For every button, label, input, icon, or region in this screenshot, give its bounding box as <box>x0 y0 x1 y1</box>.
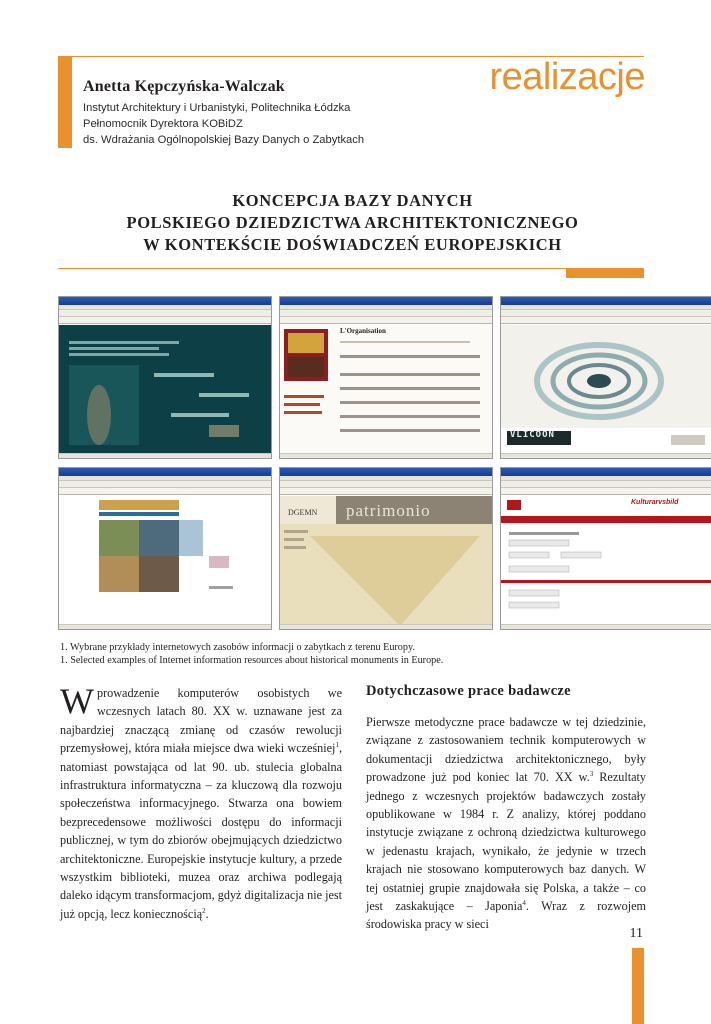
screenshot-text: DGEMN <box>288 508 318 517</box>
screenshot-image <box>59 325 271 453</box>
website-screenshot <box>500 296 711 459</box>
article-title <box>60 190 645 256</box>
screenshot-text: L'Organisation <box>340 327 386 335</box>
caption-polish: 1. Wybrane przykłady internetowych zasobów informacji o zabytkach z terenu Europy. <box>60 642 415 653</box>
website-screenshot <box>500 467 711 630</box>
section-heading: Dotychczasowe prace badawcze <box>366 683 571 699</box>
screenshot-image <box>280 325 492 453</box>
body-text: . <box>205 906 209 921</box>
body-column-left <box>60 681 342 923</box>
screenshot-image <box>59 496 271 624</box>
title-line: W KONTEKŚCIE DOŚWIADCZEŃ EUROPEJSKICH <box>143 235 562 254</box>
body-text: , natomiast powstająca od lat 90. ub. stulecia globalna infrastruktura informatyczna – za kluczową dla rozwoju społeczeństwa informacyjnego. Stwarza ona bowiem bezprecedensowe możliwości dostępu do informacji publicznej, w tym do zbiorów obejmujących dziedzictwo architektoniczne. Europejskie instytucje kultury, a przede wszystkim biblioteki, muzea oraz archiwa podlegają daleko idącym transformacjom, gdyż digitalizacja nie jest już opcją, lecz koniecznością <box>60 741 342 921</box>
body-text: prowadzenie komputerów osobistych we wczesnych latach 80. XX w. uznawane jest za najbardziej znaczącą zmianę od czasów rewolucji przemysłowej, która miała miejsce dwa wieki wcześniej <box>60 686 342 756</box>
title-rule <box>58 268 644 269</box>
body-text: . Wraz z rozwojem środowiska pracy w sieci <box>366 899 646 932</box>
footnote-ref: 4 <box>522 899 526 907</box>
website-screenshot <box>58 467 272 630</box>
affiliation-line: Pełnomocnik Dyrektora KOBiDZ <box>83 118 243 130</box>
body-text: Pierwsze metodyczne prace badawcze w tej dziedzinie, związane z zastosowaniem technik komputerowych w dokumentacji dziedzictwa architektonicznego, były prowadzone już pod koniec lat 70. XX w. <box>366 715 646 785</box>
author-name: Anetta Kępczyńska-Walczak <box>83 78 285 95</box>
footnote-ref: 3 <box>589 770 594 779</box>
website-screenshot <box>58 296 272 459</box>
title-line: KONCEPCJA BAZY DANYCH <box>232 191 473 210</box>
author-block <box>83 78 503 148</box>
screenshot-text: VLICOON <box>510 430 555 440</box>
footnote-ref: 1 <box>335 741 339 750</box>
screenshot-text: Kulturarvsbild <box>631 499 679 506</box>
figure-gallery <box>58 296 686 634</box>
title-line: POLSKIEGO DZIEDZICTWA ARCHITEKTONICZNEGO <box>126 213 579 232</box>
website-screenshot <box>279 296 493 459</box>
footnote-ref: 2 <box>202 906 206 915</box>
screenshot-image <box>501 496 711 624</box>
body-text: Rezultaty jednego z wczesnych projektów badawczych zostały opublikowane w 1984 r. Z analizy, której poddano instytucje związane z ochroną dziedzictwa kulturowego w jedenastu krajach, wynikało, że jedynie w trzech krajach nie stosowano komputerowych baz danych. W tej ostatniej grupie znajdowała się Polska, a także – co jest zaskakujące – Japonia <box>366 770 646 914</box>
title-rule-block <box>566 268 644 278</box>
bottom-accent-bar <box>632 948 644 1024</box>
affiliation-line: Instytut Architektury i Urbanistyki, Politechnika Łódzka <box>83 102 351 114</box>
affiliation-line: ds. Wdrażania Ogólnopolskiej Bazy Danych o Zabytkach <box>83 134 365 146</box>
drop-cap: W <box>60 681 94 721</box>
page-number: 11 <box>629 926 643 941</box>
left-accent-bar <box>58 56 72 148</box>
caption-english: 1. Selected examples of Internet information resources about historical monuments in Europe. <box>60 655 444 666</box>
website-screenshot <box>279 467 493 630</box>
section-label: realizacje <box>489 56 645 98</box>
figure-caption <box>60 641 660 667</box>
screenshot-text: patrimonio <box>346 501 431 520</box>
body-column-right <box>366 713 646 934</box>
